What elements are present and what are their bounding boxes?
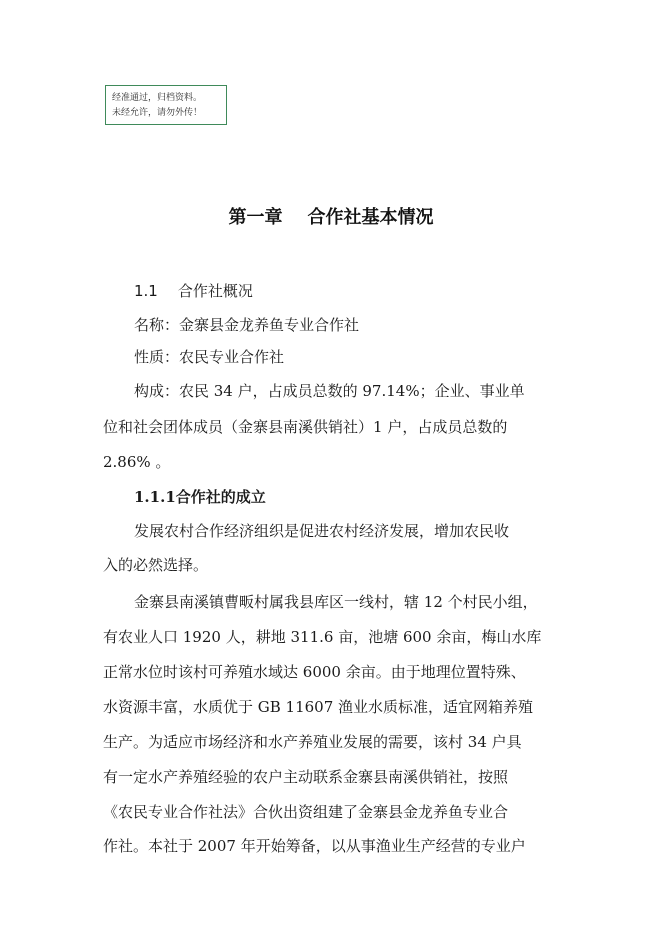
paragraph-line: 正常水位时该村可养殖水域达 6000 余亩。由于地理位置特殊、 xyxy=(103,663,526,681)
paragraph-line: 入的必然选择。 xyxy=(103,556,209,574)
paragraph-line: 水资源丰富，水质优于 GB 11607 渔业水质标准，适宜网箱养殖 xyxy=(103,698,534,716)
info-composition-line: 位和社会团体成员（金寨县南溪供销社）1 户，占成员总数的 xyxy=(103,418,508,436)
notice-line-1: 经准通过，归档资料。 xyxy=(112,93,203,103)
section-heading xyxy=(134,281,253,301)
paragraph-line: 生产。为适应市场经济和水产养殖业发展的需要，该村 34 户具 xyxy=(103,733,522,751)
info-composition-line: 2.86% 。 xyxy=(103,453,171,471)
subsection-heading: 1.1.1合作社的成立 xyxy=(134,488,266,506)
paragraph-line: 有一定水产养殖经验的农户主动联系金寨县南溪供销社，按照 xyxy=(103,768,509,786)
info-composition-line: 构成：农民 34 户，占成员总数的 97.14%；企业、事业单 xyxy=(134,382,525,400)
section-title: 合作社概况 xyxy=(177,282,253,300)
notice-line-2: 未经允许，请勿外传！ xyxy=(112,108,203,118)
paragraph-line: 《农民专业合作社法》合伙出资组建了金寨县金龙养鱼专业合 xyxy=(103,803,509,821)
section-number: 1.1 xyxy=(134,282,158,300)
chapter-title: 第一章 合作社基本情况 xyxy=(228,207,434,228)
paragraph-line: 作社。本社于 2007 年开始筹备，以从事渔业生产经营的专业户 xyxy=(103,837,526,855)
paragraph-line: 有农业人口 1920 人，耕地 311.6 亩，池塘 600 余亩，梅山水库 xyxy=(103,628,542,646)
notice-box xyxy=(105,85,227,125)
paragraph-line: 金寨县南溪镇曹畈村属我县库区一线村，辖 12 个村民小组， xyxy=(134,593,538,611)
info-nature: 性质：农民专业合作社 xyxy=(134,348,285,366)
paragraph-line: 发展农村合作经济组织是促进农村经济发展，增加农民收 xyxy=(134,522,510,540)
info-name: 名称：金寨县金龙养鱼专业合作社 xyxy=(134,316,360,334)
